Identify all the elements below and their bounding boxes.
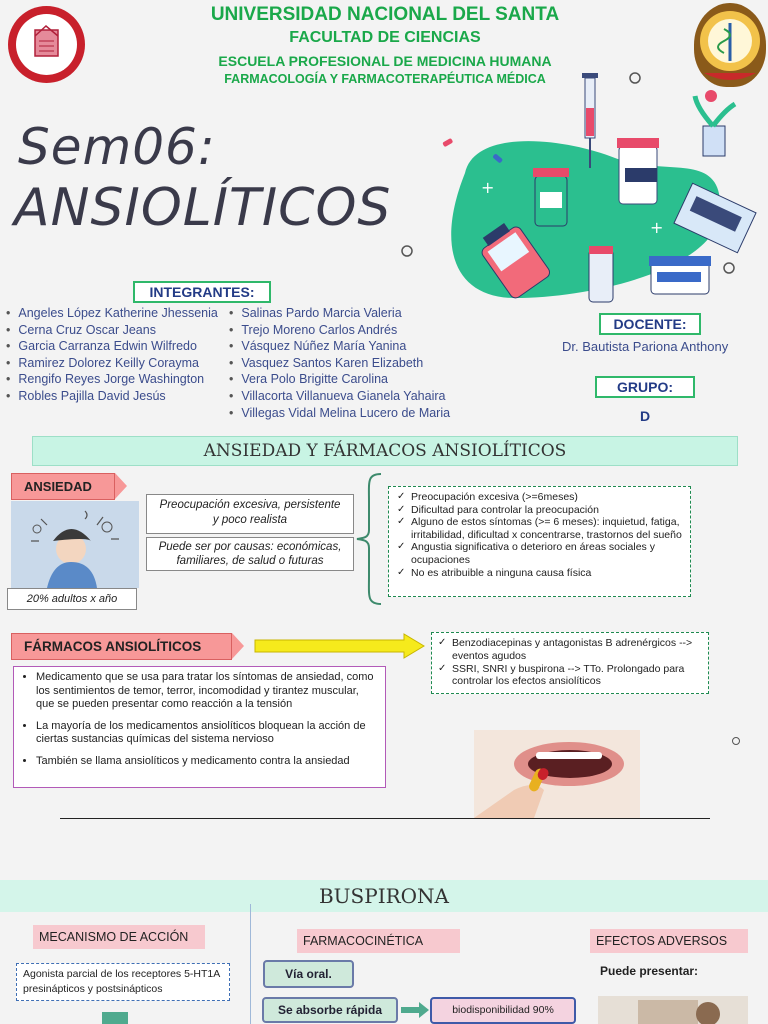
jar-icon — [617, 138, 659, 204]
team-member: • Angeles López Katherine Jhessenia — [6, 305, 234, 322]
team-member: • Rengifo Reyes Jorge Washington — [6, 371, 234, 388]
anxiety-illustration — [11, 501, 139, 588]
seal-left-caption: CHIMBOTE - PERÚ — [28, 66, 65, 71]
team-member: • Vera Polo Brigitte Carolina — [229, 371, 499, 388]
ansiedad-tag: ANSIEDAD — [11, 473, 115, 500]
svg-text:+: + — [481, 178, 495, 197]
team-member: • Cerna Cruz Oscar Jeans — [6, 322, 234, 339]
drugs-box — [431, 632, 709, 694]
farmacos-tag-arrow — [232, 633, 244, 659]
facts-box — [13, 666, 386, 788]
drug-item: ✓ SSRI, SNRI y buspirona --> TTo. Prolongado para controlar los efectos ansiolíticos — [438, 663, 702, 689]
grupo-label: GRUPO: — [595, 376, 695, 398]
decor-circle — [732, 737, 740, 745]
def-box-2: Puede ser por causas: económicas, familiares, de salud o futuras — [146, 537, 354, 571]
section-banner-buspirona: BUSPIRONA — [0, 880, 768, 912]
docente-label: DOCENTE: — [599, 313, 701, 335]
section-banner-ansiedad: ANSIEDAD Y FÁRMACOS ANSIOLÍTICOS — [32, 436, 738, 466]
stat-box: 20% adultos x año — [7, 588, 137, 610]
via-oral-box: Vía oral. — [263, 960, 354, 988]
ansiedad-tag-arrow — [115, 473, 127, 499]
curly-brace — [355, 472, 385, 607]
university-name: UNIVERSIDAD NACIONAL DEL SANTA — [210, 4, 560, 25]
criteria-item: ✓ Preocupación excesiva (>=6meses) — [397, 491, 682, 504]
team-member: • Garcia Carranza Edwin Wilfredo — [6, 338, 234, 355]
team-member: • Vasquez Santos Karen Elizabeth — [229, 355, 499, 372]
def-box-1: Preocupación excesiva, persistente y poco realista — [146, 494, 354, 534]
drug-item: ✓ Benzodiacepinas y antagonistas B adrenérgicos --> eventos agudos — [438, 637, 702, 663]
team-member: • Vásquez Núñez María Yanina — [229, 338, 499, 355]
team-member: • Villegas Vidal Melina Lucero de Maria — [229, 405, 499, 422]
small-bottle-icon — [589, 246, 613, 302]
column-divider — [250, 904, 251, 1024]
fact-item: • También se llama ansiolíticos y medicamento contra la ansiedad — [36, 755, 377, 769]
team-list-1 — [6, 305, 234, 405]
criteria-box — [388, 486, 691, 597]
right-arrow-icon — [401, 1002, 429, 1018]
pharmacy-illustration — [395, 68, 765, 313]
svg-text:+: + — [650, 218, 664, 237]
team-list-2 — [229, 305, 499, 421]
ointment-jar-icon — [649, 256, 711, 294]
divider-line — [60, 818, 710, 819]
efectos-intro: Puede presentar: — [600, 964, 699, 978]
criteria-item: ✓ Dificultad para controlar la preocupación — [397, 504, 682, 517]
faculty-name: FACULTAD DE CIENCIAS — [289, 29, 481, 46]
course-name: FARMACOLOGÍA Y FARMACOTERAPÉUTICA MÉDICA — [224, 72, 546, 86]
criteria-item: ✓ No es atribuible a ninguna causa física — [397, 567, 682, 580]
fact-item: • Medicamento que se usa para tratar los síntomas de ansiedad, como los sentimientos de temor, terror, incomodidad y tirantez muscular, que se pueden presentar como reacción a la tensión — [36, 671, 377, 712]
team-member: • Ramirez Dolorez Keilly Corayma — [6, 355, 234, 372]
farmacos-tag: FÁRMACOS ANSIOLÍTICOS — [11, 633, 232, 660]
team-member: • Villacorta Villanueva Gianela Yahaira — [229, 388, 499, 405]
efectos-label: EFECTOS ADVERSOS — [590, 929, 748, 953]
grupo-value: D — [640, 408, 651, 424]
criteria-item: ✓ Alguno de estos síntomas (>= 6 meses): inquietud, fatiga, irritabilidad, dificultad x concentrarse, trastornos del sueño — [397, 516, 682, 541]
docente-name: Dr. Bautista Pariona Anthony — [562, 339, 729, 354]
yellow-arrow — [254, 633, 426, 659]
title-week: Sem06: — [18, 118, 216, 176]
university-seal-left — [8, 6, 85, 83]
integrantes-label: INTEGRANTES: — [133, 281, 271, 303]
bottle-icon — [533, 168, 569, 226]
biodisponibilidad-box: biodisponibilidad 90% — [430, 997, 576, 1024]
down-arrow-icon — [102, 1012, 128, 1024]
fact-item: • La mayoría de los medicamentos ansiolíticos bloquean la acción de ciertas sustancias químicas del sistema nervioso — [36, 720, 377, 747]
efectos-photo — [598, 996, 748, 1024]
plant-icon — [695, 90, 735, 156]
criteria-item: ✓ Angustia significativa o deterioro en áreas sociales y ocupaciones — [397, 541, 682, 566]
mecanismo-box: Agonista parcial de los receptores 5-HT1A presinápticos y postsinápticos — [16, 963, 230, 1001]
pill-mouth-photo — [474, 730, 640, 818]
absorbe-box: Se absorbe rápida — [262, 997, 398, 1023]
team-member: • Trejo Moreno Carlos Andrés — [229, 322, 499, 339]
team-member: • Robles Pajilla David Jesús — [6, 388, 234, 405]
school-name: ESCUELA PROFESIONAL DE MEDICINA HUMANA — [218, 53, 552, 69]
team-member: • Salinas Pardo Marcia Valeria — [229, 305, 499, 322]
title-topic: ANSIOLÍTICOS — [14, 178, 392, 238]
mecanismo-label: MECANISMO DE ACCIÓN — [33, 925, 205, 949]
farmacocinetica-label: FARMACOCINÉTICA — [297, 929, 460, 953]
